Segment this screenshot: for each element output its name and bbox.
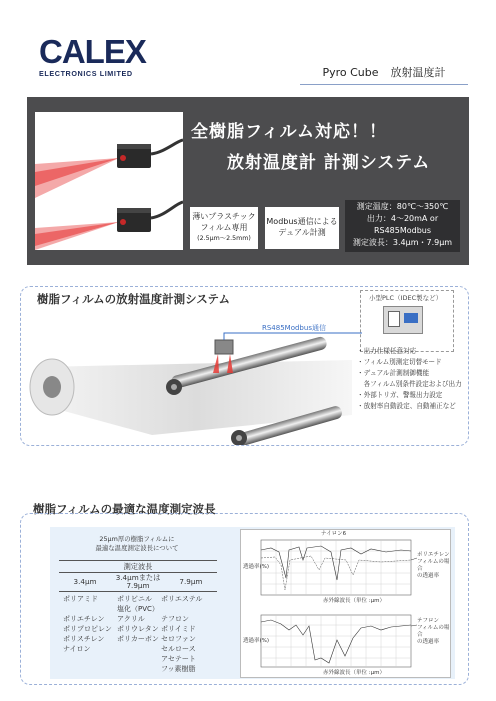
- feature-thin-film: [190, 207, 258, 249]
- feature-modbus-line2: デュアル計測: [278, 228, 326, 237]
- transmission-graphs: [240, 529, 451, 678]
- materials-34-79: [117, 594, 159, 644]
- material-item: ポリアミド: [63, 595, 98, 603]
- legend2-line2: フィルムの場合: [417, 625, 450, 638]
- feature-item: ・フィルム別測定切替モード: [357, 358, 442, 366]
- material-item: ポリスチレン: [63, 635, 105, 643]
- material-spacer: [161, 604, 202, 614]
- legend1-line1: ポリエチレン: [417, 552, 450, 558]
- col-head-34-79: 3.4μmまたは 7.9μm: [111, 573, 165, 592]
- system-feature-list: [357, 346, 467, 412]
- material-item: ポリウレタン: [117, 625, 159, 633]
- feature-item: ・出力仕様任意対応: [357, 347, 417, 355]
- graph-legend-teflon: [417, 618, 450, 646]
- material-item: ポリエチレン: [63, 615, 105, 623]
- hero-title-line2: 放射温度計 計測システム: [227, 153, 431, 173]
- logo-subtitle: ELECTRONICS LIMITED: [39, 69, 133, 78]
- graph-ylabel-bottom: 透過率(%): [243, 638, 270, 644]
- legend2-line1: テフロン: [417, 618, 440, 624]
- product-category: 放射温度計: [390, 66, 446, 79]
- system-title: 樹脂フィルムの放射温度計測システム: [37, 292, 230, 306]
- spec-wavelength: 測定波長：3.4μm・7.9μm: [352, 238, 453, 247]
- feature-thin-film-range: (2.5μm〜2.5mm): [197, 235, 251, 242]
- wavelength-note: [57, 535, 217, 553]
- hero-banner: [27, 97, 469, 265]
- graph-ylabel-top: 透過率(%): [243, 564, 270, 570]
- material-item: アクリル: [117, 615, 145, 623]
- material-item: 塩化（PVC）: [117, 605, 159, 613]
- materials-79: [161, 594, 202, 674]
- material-item: ポリプロピレン: [63, 625, 112, 633]
- product-tagline: [300, 63, 468, 85]
- legend1-line3: の透過率: [417, 573, 440, 579]
- logo-mark: CALEX: [39, 33, 146, 70]
- col-head-34: 3.4μm: [59, 573, 111, 592]
- plc-label: 小型PLC（IDEC製など）: [369, 294, 443, 302]
- material-item: セルロース: [161, 645, 196, 653]
- legend1-line2: フィルムの場合: [417, 559, 450, 572]
- wavelength-title: 樹脂フィルムの最適な温度測定波長: [33, 502, 216, 516]
- materials-34: [63, 594, 112, 654]
- material-item: ポリエステル: [161, 595, 203, 603]
- feature-item: ・放射率自動設定、自動補正など: [357, 402, 456, 410]
- feature-thin-film-line2: フィルム専用: [200, 223, 248, 232]
- graph-xlabel-bottom: 赤外線波長（単位 :μm）: [323, 670, 385, 676]
- graph-label-nylon: ナイロン6: [321, 531, 347, 537]
- feature-thin-film-line1: 薄いプラスチック: [192, 212, 256, 221]
- feature-item: ・デュアル計測制御機能: [357, 369, 430, 377]
- hero-title-line1: 全樹脂フィルム対応！！: [191, 122, 387, 142]
- sensor-photo: [35, 112, 183, 250]
- note-line2: 最適な温度測定波長について: [95, 544, 179, 552]
- material-item: ナイロン: [63, 645, 91, 653]
- material-item: テフロン: [161, 615, 189, 623]
- material-item: ポリカーボン: [117, 635, 159, 643]
- feature-modbus: [265, 207, 339, 249]
- product-name: Pyro Cube: [322, 66, 379, 79]
- spec-temperature: 測定温度：80℃〜350℃: [356, 202, 449, 211]
- material-item: セロファン: [161, 635, 196, 643]
- material-item: ポリイミド: [161, 625, 196, 633]
- calex-logo: [39, 33, 151, 78]
- spec-output: 出力：4〜20mA or: [366, 214, 439, 223]
- legend2-line3: の透過率: [417, 639, 440, 645]
- wavelength-table: [59, 560, 217, 592]
- feature-item: 各フィルム別条件設定および出力: [357, 380, 462, 388]
- plc-device-image: [383, 306, 423, 334]
- graph-xlabel-top: 赤外線波長（単位 :μm）: [323, 598, 385, 604]
- material-item: アセテート: [161, 655, 196, 663]
- table-header: 測定波長: [59, 561, 217, 573]
- rs485-label: RS485Modbus通信: [262, 324, 326, 332]
- material-spacer: [63, 604, 112, 614]
- col-head-79: 7.9μm: [165, 573, 217, 592]
- graph-legend-polyethylene: [417, 552, 450, 580]
- note-line1: 25μm厚の樹脂フィルムに: [99, 535, 175, 543]
- feature-specs: [345, 200, 460, 252]
- spec-output-alt: RS485Modbus: [373, 226, 432, 235]
- material-item: ポリビニル: [117, 595, 152, 603]
- feature-modbus-line1: Modbus通信による: [266, 217, 338, 226]
- material-item: フッ素樹脂: [161, 665, 196, 673]
- feature-item: ・外部トリガ、警報出力設定: [357, 391, 443, 399]
